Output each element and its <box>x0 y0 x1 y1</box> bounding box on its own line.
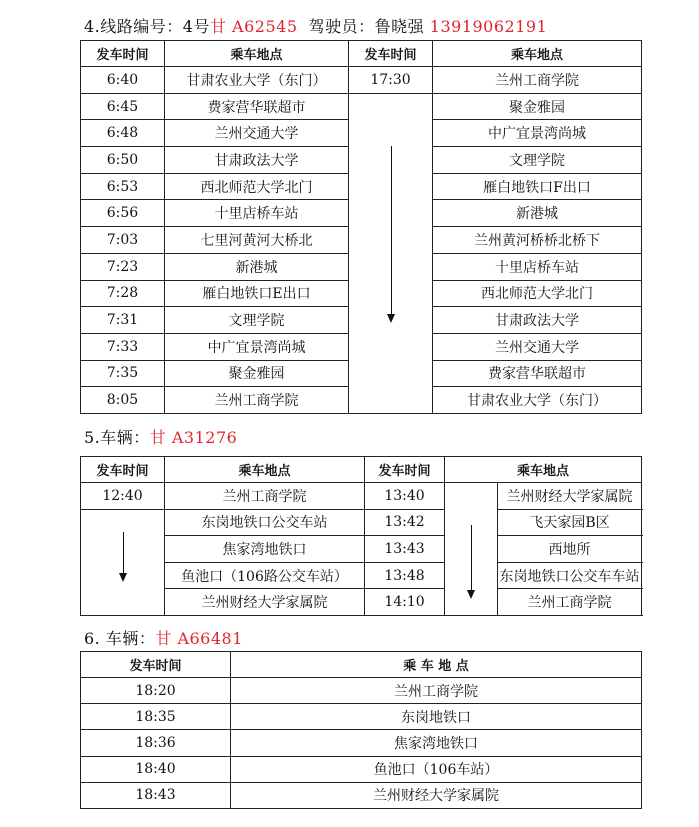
route4-depart-time: 7:03 <box>81 227 165 254</box>
route5-return-time: 13:42 <box>365 509 445 536</box>
route4-stop: 十里店桥车站 <box>165 200 349 227</box>
route5-stop: 鱼池口（106路公交车站） <box>165 562 365 589</box>
route5-row <box>81 589 642 616</box>
route4-header-stop-1: 乘车地点 <box>165 41 349 67</box>
route6-stop: 鱼池口（106车站） <box>231 756 642 782</box>
route5-row <box>81 509 642 536</box>
route4-depart-time: 6:40 <box>81 67 165 94</box>
route4-return-stop: 费家营华联超市 <box>433 360 642 387</box>
route4-stop: 文理学院 <box>165 307 349 334</box>
route4-stop: 雁白地铁口E出口 <box>165 280 349 307</box>
route4-return-stop: 甘肃农业大学（东门） <box>433 387 642 414</box>
route4-heading <box>84 14 547 37</box>
route6-heading-prefix: 6. 车辆： <box>84 629 156 648</box>
route6-row <box>81 756 642 782</box>
route5-heading-prefix: 5.车辆： <box>84 428 150 447</box>
route4-header-stop-2: 乘车地点 <box>433 41 642 67</box>
route5-return-stop: 飞天家园B区 <box>498 509 642 536</box>
route5-row <box>81 536 642 563</box>
route5-stop: 焦家湾地铁口 <box>165 536 365 563</box>
route5-return-time: 13:48 <box>365 562 445 589</box>
route5-header-stop-1: 乘车地点 <box>165 457 365 483</box>
route4-return-time: 17:30 <box>349 67 433 94</box>
route4-stop: 兰州工商学院 <box>165 387 349 414</box>
route4-row <box>81 67 642 94</box>
route4-stop: 聚金雅园 <box>165 360 349 387</box>
route5-header-stop-2: 乘车地点 <box>445 457 642 483</box>
route5-stop: 兰州工商学院 <box>165 483 365 510</box>
down-arrow-icon <box>123 532 124 580</box>
route4-table <box>80 40 642 414</box>
route6-table <box>80 651 642 809</box>
route5-direction-cell-right <box>445 483 498 616</box>
route6-depart-time: 18:40 <box>81 756 231 782</box>
route4-phone: 13919062191 <box>429 17 548 36</box>
route6-depart-time: 18:20 <box>81 678 231 704</box>
route4-depart-time: 6:50 <box>81 147 165 174</box>
route6-stop: 兰州财经大学家属院 <box>231 782 642 808</box>
route4-depart-time: 7:33 <box>81 333 165 360</box>
route4-stop: 中广宜景湾尚城 <box>165 333 349 360</box>
route5-return-time: 14:10 <box>365 589 445 616</box>
route4-return-stop: 新港城 <box>433 200 642 227</box>
route5-stop: 兰州财经大学家属院 <box>165 589 365 616</box>
route5-return-stop: 东岗地铁口公交车车站 <box>498 562 642 589</box>
route4-return-stop: 文理学院 <box>433 147 642 174</box>
route4-depart-time: 6:56 <box>81 200 165 227</box>
route5-return-time: 13:43 <box>365 536 445 563</box>
route5-stop: 东岗地铁口公交车站 <box>165 509 365 536</box>
route6-header-time: 发车时间 <box>81 652 231 678</box>
route6-header-row <box>81 652 642 678</box>
route5-header-time-1: 发车时间 <box>81 457 165 483</box>
route4-stop: 七里河黄河大桥北 <box>165 227 349 254</box>
down-arrow-icon <box>391 146 392 321</box>
route5-header-row <box>81 457 642 483</box>
route5-row <box>81 483 642 510</box>
route4-depart-time: 6:53 <box>81 173 165 200</box>
route4-return-stop: 兰州工商学院 <box>433 67 642 94</box>
route6-row <box>81 782 642 808</box>
route4-depart-time: 6:48 <box>81 120 165 147</box>
route6-depart-time: 18:43 <box>81 782 231 808</box>
route5-return-stop: 兰州财经大学家属院 <box>498 483 642 510</box>
route6-row <box>81 730 642 756</box>
route4-return-stop: 西北师范大学北门 <box>433 280 642 307</box>
route4-driver: 驾驶员：鲁晓强 <box>308 17 425 36</box>
route4-depart-time: 7:23 <box>81 253 165 280</box>
route5-return-time: 13:40 <box>365 483 445 510</box>
route4-return-stop: 兰州黄河桥桥北桥下 <box>433 227 642 254</box>
route5-header-time-2: 发车时间 <box>365 457 445 483</box>
route6-plate: 甘 A66481 <box>155 629 243 648</box>
route4-stop: 甘肃农业大学（东门） <box>165 67 349 94</box>
route4-depart-time: 7:31 <box>81 307 165 334</box>
route5-return-stop: 西地所 <box>498 536 642 563</box>
route4-depart-time: 7:35 <box>81 360 165 387</box>
route4-return-stop: 十里店桥车站 <box>433 253 642 280</box>
route5-heading <box>84 425 237 448</box>
route4-return-stop: 聚金雅园 <box>433 93 642 120</box>
route4-header-row <box>81 41 642 67</box>
route5-row <box>81 562 642 589</box>
route4-stop: 西北师范大学北门 <box>165 173 349 200</box>
route5-depart-time: 12:40 <box>81 483 165 510</box>
route6-heading <box>84 626 243 649</box>
route4-depart-time: 6:45 <box>81 93 165 120</box>
route5-table <box>80 456 642 616</box>
route4-plate: 甘 A62545 <box>209 17 298 36</box>
route5-return-stop: 兰州工商学院 <box>498 589 642 616</box>
route4-stop: 兰州交通大学 <box>165 120 349 147</box>
route4-header-time-1: 发车时间 <box>81 41 165 67</box>
route5-plate: 甘 A31276 <box>149 428 238 447</box>
route4-stop: 费家营华联超市 <box>165 93 349 120</box>
route4-return-stop: 雁白地铁口F出口 <box>433 173 642 200</box>
route4-depart-time: 8:05 <box>81 387 165 414</box>
down-arrow-icon <box>471 525 472 597</box>
route6-stop: 焦家湾地铁口 <box>231 730 642 756</box>
route4-header-time-2: 发车时间 <box>349 41 433 67</box>
route6-depart-time: 18:36 <box>81 730 231 756</box>
route4-depart-time: 7:28 <box>81 280 165 307</box>
route4-stop: 新港城 <box>165 253 349 280</box>
route6-header-stop: 乘 车 地 点 <box>231 652 642 678</box>
route4-direction-cell <box>349 93 433 413</box>
route6-depart-time: 18:35 <box>81 704 231 730</box>
route6-row <box>81 678 642 704</box>
route5-direction-cell-left <box>81 509 165 615</box>
route6-stop: 东岗地铁口 <box>231 704 642 730</box>
route4-row <box>81 93 642 120</box>
route4-stop: 甘肃政法大学 <box>165 147 349 174</box>
route6-stop: 兰州工商学院 <box>231 678 642 704</box>
route4-heading-prefix: 4.线路编号：4号 <box>84 17 210 36</box>
route4-return-stop: 甘肃政法大学 <box>433 307 642 334</box>
route4-return-stop: 兰州交通大学 <box>433 333 642 360</box>
route4-return-stop: 中广宜景湾尚城 <box>433 120 642 147</box>
route6-row <box>81 704 642 730</box>
